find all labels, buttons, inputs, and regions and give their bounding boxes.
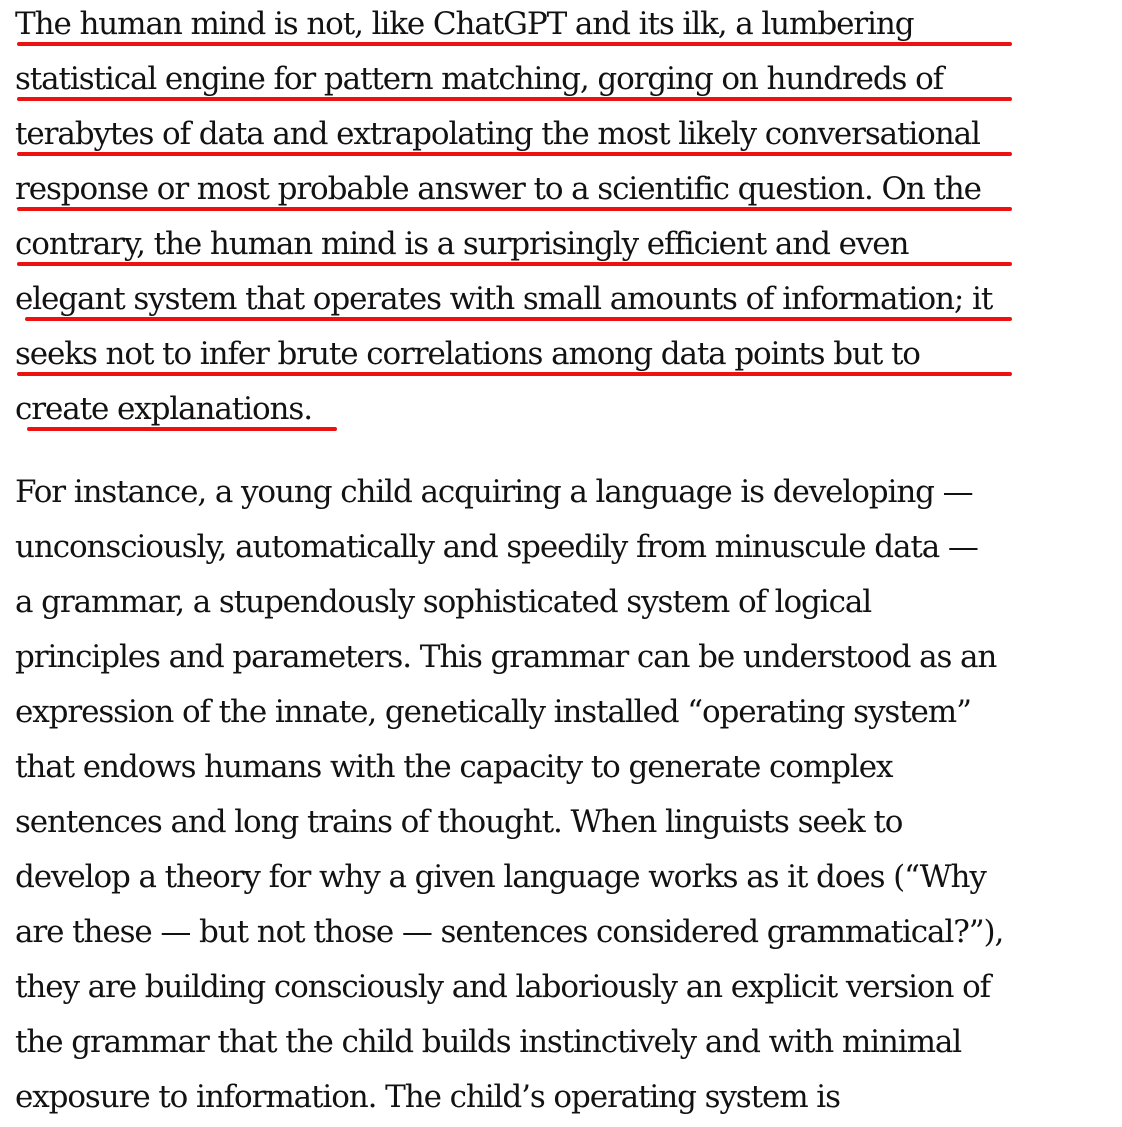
red-underline	[17, 152, 1012, 156]
paragraph-line: expression of the innate, genetically installed “operating system”	[15, 694, 971, 730]
paragraph-line: that endows humans with the capacity to generate complex	[15, 749, 893, 785]
paragraph-line: a grammar, a stupendously sophisticated system of logical	[15, 584, 872, 620]
paragraph-line: principles and parameters. This grammar can be understood as an	[15, 639, 997, 675]
paragraph-line: response or most probable answer to a scientific question. On the	[15, 171, 981, 207]
paragraph-line: For instance, a young child acquiring a language is developing —	[15, 474, 973, 510]
red-underline	[17, 97, 1012, 101]
paragraph-line: The human mind is not, like ChatGPT and its ilk, a lumbering	[15, 6, 914, 42]
red-underline	[17, 42, 1012, 46]
paragraph-line: they are building consciously and laboriously an explicit version of	[15, 969, 991, 1005]
paragraph-line: elegant system that operates with small amounts of information; it	[15, 281, 993, 317]
red-underline	[17, 207, 1012, 211]
paragraph-line: statistical engine for pattern matching, gorging on hundreds of	[15, 61, 944, 97]
red-underline	[27, 427, 337, 431]
paragraph-line: are these — but not those — sentences considered grammatical?”),	[15, 914, 1004, 950]
paragraph-line: unconsciously, automatically and speedily from minuscule data —	[15, 529, 978, 565]
paragraph-line: the grammar that the child builds instinctively and with minimal	[15, 1024, 962, 1060]
red-underline	[17, 262, 1012, 266]
paragraph-line: develop a theory for why a given language works as it does (“Why	[15, 859, 986, 895]
paragraph-line: terabytes of data and extrapolating the most likely conversational	[15, 116, 980, 152]
paragraph-line: create explanations.	[15, 391, 312, 427]
paragraph-line: contrary, the human mind is a surprisingly efficient and even	[15, 226, 909, 262]
paragraph-line: exposure to information. The child’s operating system is	[15, 1079, 840, 1115]
paragraph-line: seeks not to infer brute correlations among data points but to	[15, 336, 920, 372]
red-underline	[17, 372, 1012, 376]
red-underline	[25, 317, 1012, 321]
paragraph-line: sentences and long trains of thought. When linguists seek to	[15, 804, 903, 840]
